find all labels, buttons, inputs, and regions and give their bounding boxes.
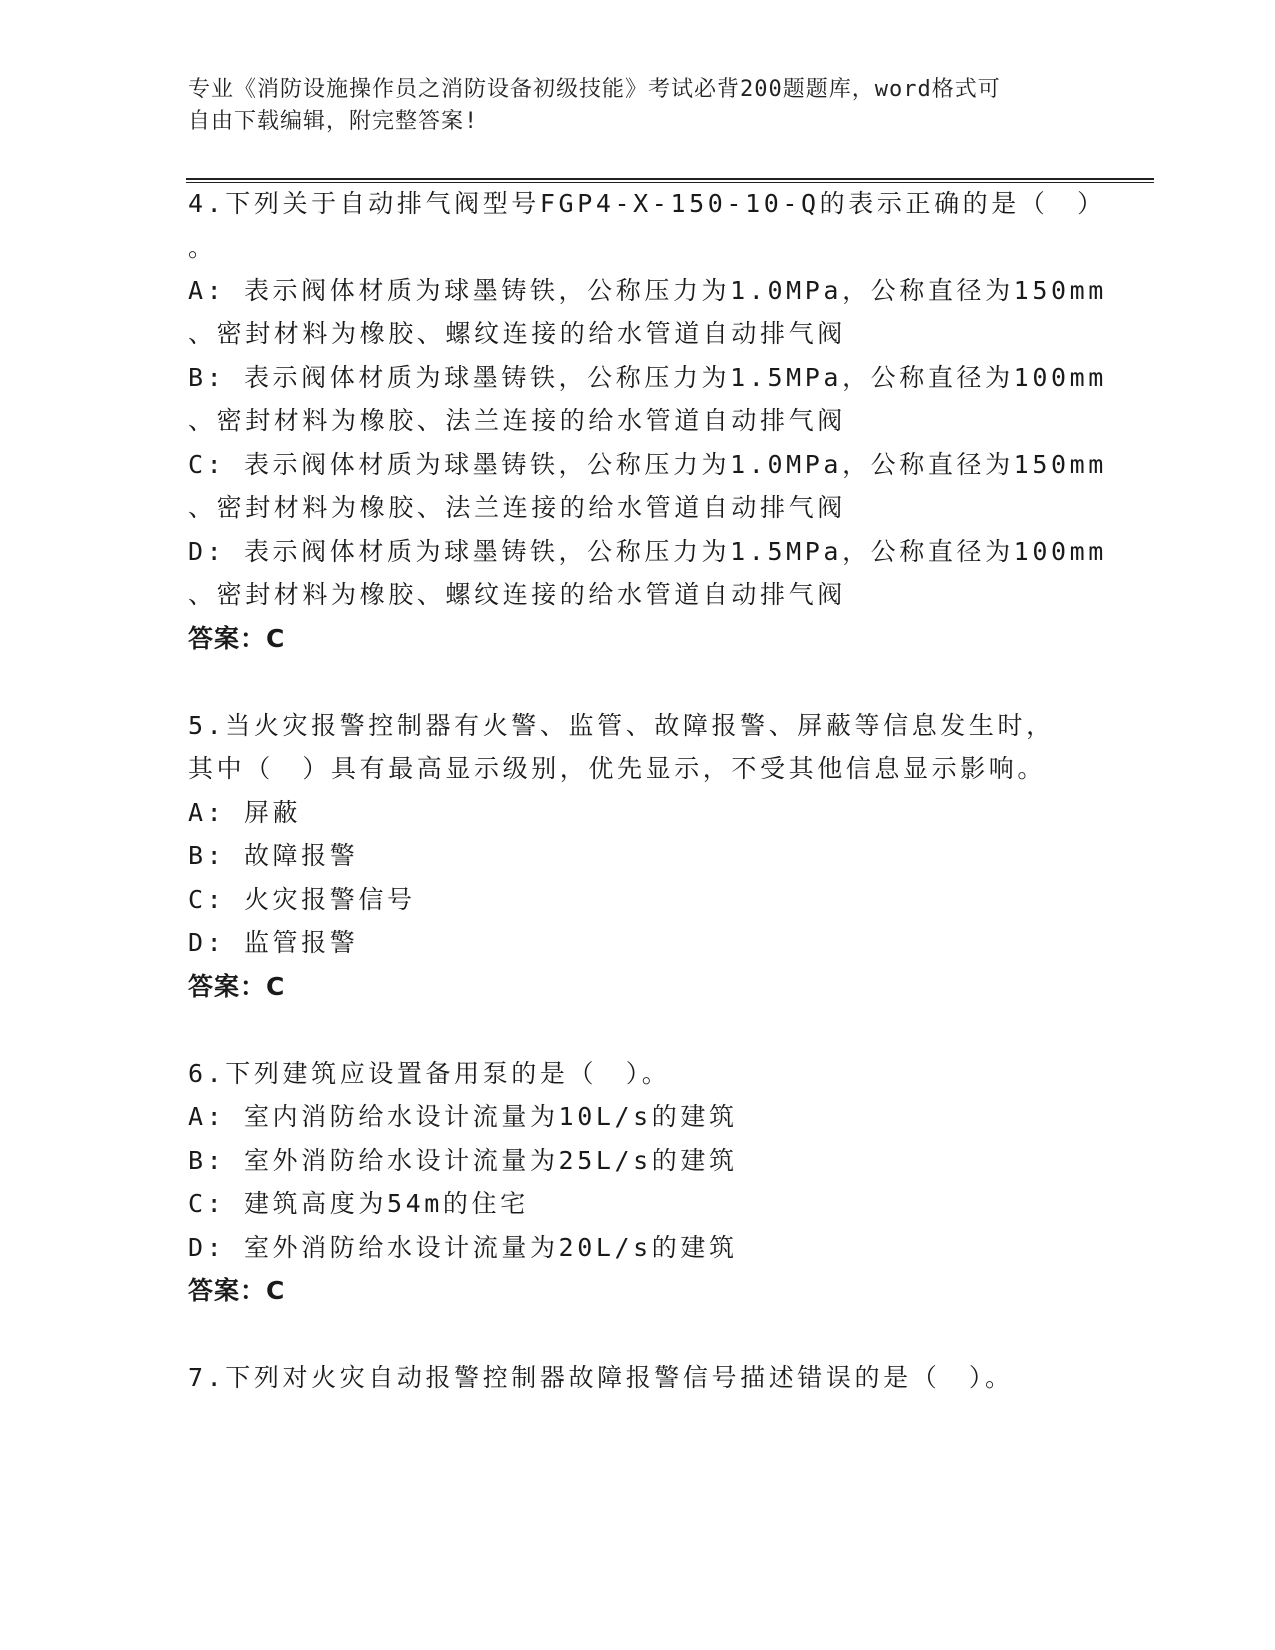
option-a-line-1: A: 表示阀体材质为球墨铸铁，公称压力为1.0MPa，公称直径为150mm (188, 276, 1107, 305)
option-a: A: 屏蔽 (188, 798, 302, 827)
header-divider (186, 178, 1154, 183)
option-d-line-1: D: 表示阀体材质为球墨铸铁，公称压力为1.5MPa，公称直径为100mm (188, 537, 1107, 566)
answer-label: 答案：C (188, 1276, 286, 1305)
header-line-1: 专业《消防设施操作员之消防设备初级技能》考试必背200题题库，word格式可 (188, 77, 1001, 102)
option-d: D: 监管报警 (188, 928, 359, 957)
question-stem-line: 7.下列对火灾自动报警控制器故障报警信号描述错误的是（ ）。 (188, 1363, 1014, 1392)
question-stem-line: 其中（ ）具有最高显示级别，优先显示，不受其他信息显示影响。 (188, 754, 1047, 783)
option-a-line-2: 、密封材料为橡胶、螺纹连接的给水管道自动排气阀 (188, 319, 846, 348)
option-d: D: 室外消防给水设计流量为20L/s的建筑 (188, 1233, 738, 1262)
option-b-line-2: 、密封材料为橡胶、法兰连接的给水管道自动排气阀 (188, 406, 846, 435)
option-c-line-2: 、密封材料为橡胶、法兰连接的给水管道自动排气阀 (188, 493, 846, 522)
document-header (188, 74, 1088, 138)
option-d-line-2: 、密封材料为橡胶、螺纹连接的给水管道自动排气阀 (188, 580, 846, 609)
answer-label: 答案：C (188, 972, 286, 1001)
option-b: B: 故障报警 (188, 841, 359, 870)
option-b-line-1: B: 表示阀体材质为球墨铸铁，公称压力为1.5MPa，公称直径为100mm (188, 363, 1107, 392)
question-stem-line: 。 (188, 233, 217, 262)
option-c: C: 火灾报警信号 (188, 885, 416, 914)
option-c-line-1: C: 表示阀体材质为球墨铸铁，公称压力为1.0MPa，公称直径为150mm (188, 450, 1107, 479)
question-stem-line: 5.当火灾报警控制器有火警、监管、故障报警、屏蔽等信息发生时， (188, 711, 1055, 740)
option-b: B: 室外消防给水设计流量为25L/s的建筑 (188, 1146, 738, 1175)
option-c: C: 建筑高度为54m的住宅 (188, 1189, 529, 1218)
option-a: A: 室内消防给水设计流量为10L/s的建筑 (188, 1102, 738, 1131)
header-line-2: 自由下载编辑，附完整答案! (188, 109, 479, 134)
question-stem-line: 4.下列关于自动排气阀型号FGP4-X-150-10-Q的表示正确的是（ ） (188, 189, 1106, 218)
answer-label: 答案：C (188, 624, 286, 653)
question-stem-line: 6.下列建筑应设置备用泵的是（ ）。 (188, 1059, 671, 1088)
